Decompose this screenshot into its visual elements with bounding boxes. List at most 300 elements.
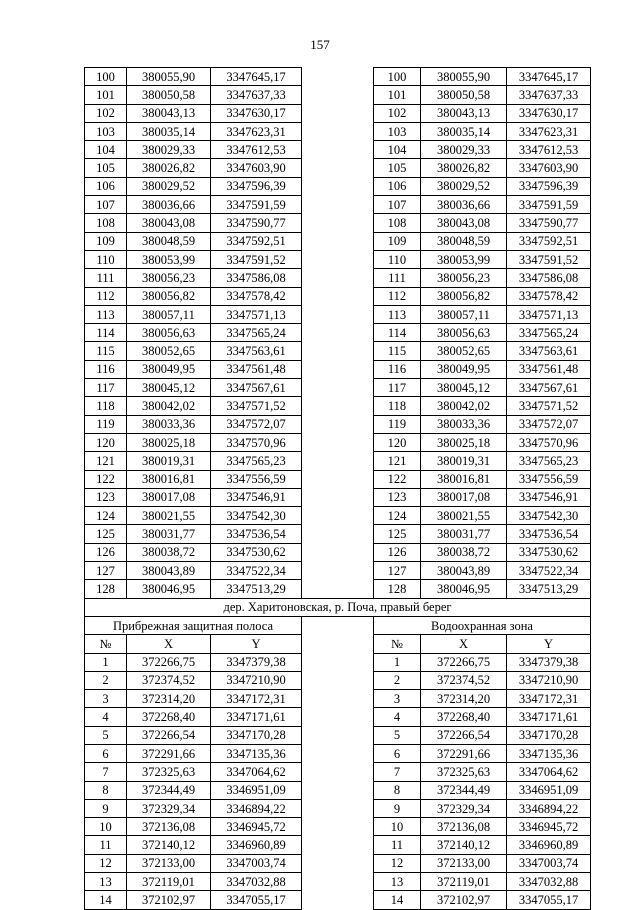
- right-point-number: 1: [374, 653, 421, 671]
- left-y-coordinate: 3347630,17: [211, 104, 302, 122]
- left-point-number: 114: [85, 324, 127, 342]
- left-y-coordinate: 3347591,52: [211, 250, 302, 268]
- gap-cell: [302, 854, 374, 872]
- right-point-number: 128: [374, 580, 421, 598]
- left-y-coordinate: 3347542,30: [211, 507, 302, 525]
- right-x-coordinate: 380038,72: [421, 543, 507, 561]
- left-x-coordinate: 380050,58: [127, 86, 211, 104]
- left-y-coordinate: 3347623,31: [211, 122, 302, 140]
- right-x-coordinate: 380052,65: [421, 342, 507, 360]
- right-point-number: 127: [374, 562, 421, 580]
- right-y-coordinate: 3347171,61: [507, 708, 591, 726]
- left-y-coordinate: 3347513,29: [211, 580, 302, 598]
- right-y-coordinate: 3347612,53: [507, 141, 591, 159]
- left-x-header: X: [127, 635, 211, 653]
- left-point-number: 119: [85, 415, 127, 433]
- left-point-number: 3: [85, 690, 127, 708]
- right-point-number: 103: [374, 122, 421, 140]
- table-row: [85, 122, 591, 140]
- table-row: [85, 360, 591, 378]
- right-point-number: 107: [374, 196, 421, 214]
- gap-cell: [302, 452, 374, 470]
- right-y-coordinate: 3346951,09: [507, 781, 591, 799]
- left-x-coordinate: 372374,52: [127, 671, 211, 689]
- left-point-number: 121: [85, 452, 127, 470]
- left-y-coordinate: 3347571,13: [211, 305, 302, 323]
- gap-cell: [302, 214, 374, 232]
- right-x-coordinate: 380016,81: [421, 470, 507, 488]
- left-y-coordinate: 3347592,51: [211, 232, 302, 250]
- right-point-number: 109: [374, 232, 421, 250]
- table-row: [85, 250, 591, 268]
- right-x-coordinate: 372102,97: [421, 891, 507, 909]
- table-row: [85, 269, 591, 287]
- left-x-coordinate: 380016,81: [127, 470, 211, 488]
- right-x-coordinate: 380053,99: [421, 250, 507, 268]
- right-x-coordinate: 380029,33: [421, 141, 507, 159]
- right-point-number: 125: [374, 525, 421, 543]
- right-point-number: 122: [374, 470, 421, 488]
- right-y-coordinate: 3347578,42: [507, 287, 591, 305]
- right-x-coordinate: 372268,40: [421, 708, 507, 726]
- left-x-coordinate: 372119,01: [127, 873, 211, 891]
- table-row: [85, 68, 591, 86]
- right-point-number: 12: [374, 854, 421, 872]
- gap-cell: [302, 562, 374, 580]
- right-x-coordinate: 380043,08: [421, 214, 507, 232]
- right-point-number: 116: [374, 360, 421, 378]
- table-row: [85, 653, 591, 671]
- right-x-coordinate: 372133,00: [421, 854, 507, 872]
- column-header-row: [85, 635, 591, 653]
- left-y-coordinate: 3346951,09: [211, 781, 302, 799]
- left-y-coordinate: 3347210,90: [211, 671, 302, 689]
- right-y-coordinate: 3347210,90: [507, 671, 591, 689]
- left-y-coordinate: 3347546,91: [211, 488, 302, 506]
- left-point-number: 5: [85, 726, 127, 744]
- left-y-coordinate: 3347556,59: [211, 470, 302, 488]
- right-point-number: 120: [374, 433, 421, 451]
- left-y-coordinate: 3347637,33: [211, 86, 302, 104]
- left-point-number: 13: [85, 873, 127, 891]
- gap-cell: [302, 305, 374, 323]
- left-point-number: 111: [85, 269, 127, 287]
- left-x-coordinate: 380043,13: [127, 104, 211, 122]
- left-point-number: 102: [85, 104, 127, 122]
- right-x-coordinate: 380033,36: [421, 415, 507, 433]
- gap-cell: [302, 324, 374, 342]
- left-point-number: 4: [85, 708, 127, 726]
- gap-cell: [302, 360, 374, 378]
- right-y-coordinate: 3347567,61: [507, 379, 591, 397]
- right-x-coordinate: 380021,55: [421, 507, 507, 525]
- right-x-coordinate: 380056,82: [421, 287, 507, 305]
- right-y-coordinate: 3347565,24: [507, 324, 591, 342]
- table-row: [85, 433, 591, 451]
- right-point-number: 118: [374, 397, 421, 415]
- right-point-number: 111: [374, 269, 421, 287]
- left-x-coordinate: 380042,02: [127, 397, 211, 415]
- right-point-number: 3: [374, 690, 421, 708]
- right-point-number: 100: [374, 68, 421, 86]
- left-x-coordinate: 380043,89: [127, 562, 211, 580]
- right-point-number: 124: [374, 507, 421, 525]
- right-x-coordinate: 380017,08: [421, 488, 507, 506]
- left-x-coordinate: 372325,63: [127, 763, 211, 781]
- left-x-coordinate: 380043,08: [127, 214, 211, 232]
- table-row: [85, 214, 591, 232]
- left-x-coordinate: 380049,95: [127, 360, 211, 378]
- right-x-coordinate: 372136,08: [421, 818, 507, 836]
- right-point-number: 10: [374, 818, 421, 836]
- left-point-number: 115: [85, 342, 127, 360]
- gap-cell: [302, 616, 374, 634]
- left-point-number: 113: [85, 305, 127, 323]
- right-x-coordinate: 372266,54: [421, 726, 507, 744]
- left-x-coordinate: 380045,12: [127, 379, 211, 397]
- left-y-coordinate: 3346960,89: [211, 836, 302, 854]
- gap-cell: [302, 415, 374, 433]
- left-x-coordinate: 380025,18: [127, 433, 211, 451]
- left-y-coordinate: 3347645,17: [211, 68, 302, 86]
- left-x-coordinate: 380017,08: [127, 488, 211, 506]
- table-row: [85, 836, 591, 854]
- left-point-number: 116: [85, 360, 127, 378]
- right-y-header: Y: [507, 635, 591, 653]
- left-point-number: 1: [85, 653, 127, 671]
- table-row: [85, 708, 591, 726]
- right-x-coordinate: 380025,18: [421, 433, 507, 451]
- left-x-coordinate: 380057,11: [127, 305, 211, 323]
- left-x-coordinate: 380052,65: [127, 342, 211, 360]
- gap-cell: [302, 891, 374, 909]
- left-y-coordinate: 3347565,24: [211, 324, 302, 342]
- right-zone-title: Водоохранная зона: [374, 616, 591, 634]
- right-x-coordinate: 380056,63: [421, 324, 507, 342]
- table-row: [85, 104, 591, 122]
- right-x-coordinate: 380035,14: [421, 122, 507, 140]
- left-y-coordinate: 3347571,52: [211, 397, 302, 415]
- gap-cell: [302, 507, 374, 525]
- right-y-coordinate: 3347586,08: [507, 269, 591, 287]
- right-y-coordinate: 3347064,62: [507, 763, 591, 781]
- left-y-coordinate: 3347565,23: [211, 452, 302, 470]
- left-y-coordinate: 3347055,17: [211, 891, 302, 909]
- left-y-coordinate: 3347003,74: [211, 854, 302, 872]
- right-y-coordinate: 3347596,39: [507, 177, 591, 195]
- gap-cell: [302, 159, 374, 177]
- right-y-coordinate: 3347630,17: [507, 104, 591, 122]
- right-num-header: №: [374, 635, 421, 653]
- left-x-coordinate: 380026,82: [127, 159, 211, 177]
- right-point-number: 113: [374, 305, 421, 323]
- left-y-coordinate: 3347591,59: [211, 196, 302, 214]
- left-point-number: 108: [85, 214, 127, 232]
- left-point-number: 104: [85, 141, 127, 159]
- gap-cell: [302, 122, 374, 140]
- gap-cell: [302, 86, 374, 104]
- right-x-coordinate: 380048,59: [421, 232, 507, 250]
- right-point-number: 115: [374, 342, 421, 360]
- left-x-coordinate: 372268,40: [127, 708, 211, 726]
- right-y-coordinate: 3347556,59: [507, 470, 591, 488]
- gap-cell: [302, 196, 374, 214]
- table-row: [85, 891, 591, 909]
- table-row: [85, 562, 591, 580]
- left-point-number: 2: [85, 671, 127, 689]
- right-point-number: 114: [374, 324, 421, 342]
- right-x-coordinate: 380042,02: [421, 397, 507, 415]
- right-x-coordinate: 380045,12: [421, 379, 507, 397]
- table-row: [85, 415, 591, 433]
- left-y-coordinate: 3347567,61: [211, 379, 302, 397]
- right-y-coordinate: 3347592,51: [507, 232, 591, 250]
- right-x-header: X: [421, 635, 507, 653]
- right-point-number: 123: [374, 488, 421, 506]
- page-number: 157: [310, 37, 330, 52]
- left-y-coordinate: 3347536,54: [211, 525, 302, 543]
- left-y-coordinate: 3347612,53: [211, 141, 302, 159]
- right-point-number: 119: [374, 415, 421, 433]
- left-zone-title: Прибрежная защитная полоса: [85, 616, 302, 634]
- left-y-coordinate: 3347522,34: [211, 562, 302, 580]
- table-row: [85, 726, 591, 744]
- left-y-coordinate: 3347590,77: [211, 214, 302, 232]
- right-x-coordinate: 372325,63: [421, 763, 507, 781]
- right-y-coordinate: 3346894,22: [507, 799, 591, 817]
- table-row: [85, 470, 591, 488]
- right-point-number: 102: [374, 104, 421, 122]
- left-y-coordinate: 3347572,07: [211, 415, 302, 433]
- right-point-number: 13: [374, 873, 421, 891]
- table-row: [85, 324, 591, 342]
- left-y-coordinate: 3347561,48: [211, 360, 302, 378]
- table-row: [85, 379, 591, 397]
- right-point-number: 112: [374, 287, 421, 305]
- table-row: [85, 305, 591, 323]
- right-y-coordinate: 3347603,90: [507, 159, 591, 177]
- gap-cell: [302, 836, 374, 854]
- left-y-coordinate: 3347570,96: [211, 433, 302, 451]
- right-y-coordinate: 3347513,29: [507, 580, 591, 598]
- location-row: [85, 598, 591, 616]
- left-point-number: 120: [85, 433, 127, 451]
- gap-cell: [302, 470, 374, 488]
- right-x-coordinate: 372314,20: [421, 690, 507, 708]
- left-x-coordinate: 380033,36: [127, 415, 211, 433]
- left-point-number: 112: [85, 287, 127, 305]
- left-x-coordinate: 380048,59: [127, 232, 211, 250]
- left-x-coordinate: 380056,23: [127, 269, 211, 287]
- coordinates-table: [84, 67, 591, 910]
- table-row: [85, 159, 591, 177]
- right-point-number: 5: [374, 726, 421, 744]
- left-y-coordinate: 3347563,61: [211, 342, 302, 360]
- left-point-number: 125: [85, 525, 127, 543]
- gap-cell: [302, 287, 374, 305]
- gap-cell: [302, 525, 374, 543]
- gap-cell: [302, 232, 374, 250]
- table-row: [85, 86, 591, 104]
- right-y-coordinate: 3347530,62: [507, 543, 591, 561]
- left-x-coordinate: 380035,14: [127, 122, 211, 140]
- left-y-coordinate: 3347171,61: [211, 708, 302, 726]
- left-x-coordinate: 372344,49: [127, 781, 211, 799]
- right-x-coordinate: 380026,82: [421, 159, 507, 177]
- left-point-number: 110: [85, 250, 127, 268]
- right-x-coordinate: 372344,49: [421, 781, 507, 799]
- right-point-number: 117: [374, 379, 421, 397]
- left-point-number: 7: [85, 763, 127, 781]
- right-y-coordinate: 3347591,59: [507, 196, 591, 214]
- left-point-number: 105: [85, 159, 127, 177]
- gap-cell: [302, 580, 374, 598]
- table-row: [85, 799, 591, 817]
- left-y-header: Y: [211, 635, 302, 653]
- right-y-coordinate: 3347522,34: [507, 562, 591, 580]
- left-y-coordinate: 3347172,31: [211, 690, 302, 708]
- left-point-number: 9: [85, 799, 127, 817]
- left-point-number: 118: [85, 397, 127, 415]
- right-y-coordinate: 3347561,48: [507, 360, 591, 378]
- right-y-coordinate: 3347637,33: [507, 86, 591, 104]
- left-y-coordinate: 3347578,42: [211, 287, 302, 305]
- left-point-number: 123: [85, 488, 127, 506]
- right-point-number: 121: [374, 452, 421, 470]
- right-y-coordinate: 3347055,17: [507, 891, 591, 909]
- table-row: [85, 196, 591, 214]
- right-y-coordinate: 3347591,52: [507, 250, 591, 268]
- right-x-coordinate: 380043,89: [421, 562, 507, 580]
- right-point-number: 105: [374, 159, 421, 177]
- gap-cell: [302, 873, 374, 891]
- left-x-coordinate: 380056,63: [127, 324, 211, 342]
- right-x-coordinate: 380055,90: [421, 68, 507, 86]
- right-y-coordinate: 3347135,36: [507, 744, 591, 762]
- zone-title-row: [85, 616, 591, 634]
- right-point-number: 108: [374, 214, 421, 232]
- right-x-coordinate: 380029,52: [421, 177, 507, 195]
- right-point-number: 11: [374, 836, 421, 854]
- left-x-coordinate: 372266,54: [127, 726, 211, 744]
- right-x-coordinate: 372266,75: [421, 653, 507, 671]
- gap-cell: [302, 653, 374, 671]
- left-x-coordinate: 380036,66: [127, 196, 211, 214]
- left-y-coordinate: 3346894,22: [211, 799, 302, 817]
- left-x-coordinate: 372133,00: [127, 854, 211, 872]
- gap-cell: [302, 708, 374, 726]
- left-y-coordinate: 3347530,62: [211, 543, 302, 561]
- gap-cell: [302, 799, 374, 817]
- left-y-coordinate: 3347064,62: [211, 763, 302, 781]
- gap-cell: [302, 433, 374, 451]
- left-y-coordinate: 3347379,38: [211, 653, 302, 671]
- left-point-number: 14: [85, 891, 127, 909]
- gap-cell: [302, 781, 374, 799]
- right-x-coordinate: 380057,11: [421, 305, 507, 323]
- left-x-coordinate: 380053,99: [127, 250, 211, 268]
- gap-cell: [302, 726, 374, 744]
- left-point-number: 109: [85, 232, 127, 250]
- right-y-coordinate: 3347172,31: [507, 690, 591, 708]
- left-point-number: 12: [85, 854, 127, 872]
- left-point-number: 11: [85, 836, 127, 854]
- right-y-coordinate: 3347170,28: [507, 726, 591, 744]
- gap-cell: [302, 543, 374, 561]
- left-x-coordinate: 380029,52: [127, 177, 211, 195]
- left-point-number: 8: [85, 781, 127, 799]
- gap-cell: [302, 250, 374, 268]
- left-y-coordinate: 3347032,88: [211, 873, 302, 891]
- left-num-header: №: [85, 635, 127, 653]
- right-y-coordinate: 3346945,72: [507, 818, 591, 836]
- right-y-coordinate: 3347571,52: [507, 397, 591, 415]
- right-y-coordinate: 3347536,54: [507, 525, 591, 543]
- gap-cell: [302, 763, 374, 781]
- left-y-coordinate: 3347170,28: [211, 726, 302, 744]
- left-point-number: 107: [85, 196, 127, 214]
- right-x-coordinate: 380043,13: [421, 104, 507, 122]
- left-x-coordinate: 380021,55: [127, 507, 211, 525]
- right-y-coordinate: 3347003,74: [507, 854, 591, 872]
- left-x-coordinate: 380056,82: [127, 287, 211, 305]
- right-y-coordinate: 3347542,30: [507, 507, 591, 525]
- right-point-number: 8: [374, 781, 421, 799]
- left-y-coordinate: 3347135,36: [211, 744, 302, 762]
- left-x-coordinate: 372102,97: [127, 891, 211, 909]
- right-x-coordinate: 372329,34: [421, 799, 507, 817]
- right-point-number: 6: [374, 744, 421, 762]
- table-row: [85, 744, 591, 762]
- table-row: [85, 873, 591, 891]
- table-row: [85, 781, 591, 799]
- left-y-coordinate: 3347596,39: [211, 177, 302, 195]
- gap-cell: [302, 104, 374, 122]
- right-point-number: 110: [374, 250, 421, 268]
- left-x-coordinate: 372266,75: [127, 653, 211, 671]
- left-point-number: 126: [85, 543, 127, 561]
- section2-body: [85, 653, 591, 909]
- gap-cell: [302, 379, 374, 397]
- left-y-coordinate: 3346945,72: [211, 818, 302, 836]
- right-y-coordinate: 3346960,89: [507, 836, 591, 854]
- left-x-coordinate: 380019,31: [127, 452, 211, 470]
- gap-cell: [302, 690, 374, 708]
- right-x-coordinate: 372291,66: [421, 744, 507, 762]
- table-row: [85, 854, 591, 872]
- right-point-number: 9: [374, 799, 421, 817]
- gap-cell: [302, 635, 374, 653]
- right-y-coordinate: 3347571,13: [507, 305, 591, 323]
- right-point-number: 14: [374, 891, 421, 909]
- right-x-coordinate: 380046,95: [421, 580, 507, 598]
- left-y-coordinate: 3347586,08: [211, 269, 302, 287]
- table-row: [85, 397, 591, 415]
- right-x-coordinate: 380050,58: [421, 86, 507, 104]
- left-point-number: 127: [85, 562, 127, 580]
- left-point-number: 122: [85, 470, 127, 488]
- gap-cell: [302, 818, 374, 836]
- right-point-number: 4: [374, 708, 421, 726]
- section1-body: [85, 68, 591, 599]
- right-x-coordinate: 372119,01: [421, 873, 507, 891]
- right-y-coordinate: 3347645,17: [507, 68, 591, 86]
- right-x-coordinate: 380036,66: [421, 196, 507, 214]
- gap-cell: [302, 342, 374, 360]
- gap-cell: [302, 141, 374, 159]
- table-row: [85, 763, 591, 781]
- right-y-coordinate: 3347546,91: [507, 488, 591, 506]
